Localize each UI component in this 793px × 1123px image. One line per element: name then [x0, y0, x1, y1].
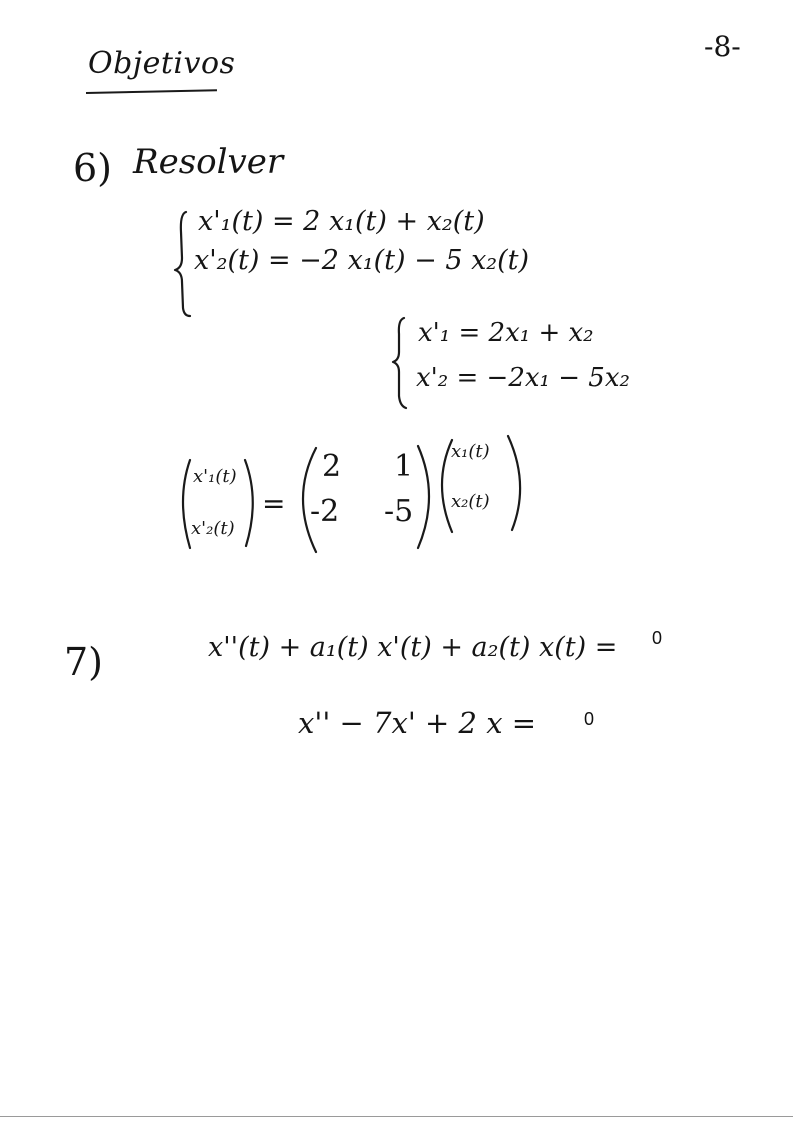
general-ode-equation: x''(t) + a₁(t) x'(t) + a₂(t) x(t) = [208, 632, 618, 663]
lhs-vector-entry-2: x'₂(t) [191, 518, 235, 539]
rhs-vector-entry-2: x₂(t) [451, 491, 490, 512]
lhs-left-paren [183, 460, 190, 548]
lhs-vector-entry-1: x'₁(t) [193, 466, 237, 487]
item-7-number: 7) [64, 640, 104, 684]
matrix-right-paren [418, 446, 429, 548]
system-short-brace [393, 318, 406, 408]
scan-edge-line [0, 1116, 793, 1117]
system-t-equation-1: x'₁(t) = 2 x₁(t) + x₂(t) [198, 206, 485, 237]
matrix-entry-2-1: -2 [310, 494, 340, 529]
rhs-right-paren [508, 436, 520, 530]
item-6-number: 6) [73, 146, 113, 190]
matrix-entry-1-1: 2 [322, 449, 342, 484]
rhs-vector-entry-1: x₁(t) [451, 441, 490, 462]
general-ode-rhs: 0 [652, 628, 663, 648]
matrix-entry-2-2: -5 [384, 494, 414, 529]
system-short-equation-2: x'₂ = −2x₁ − 5x₂ [416, 363, 630, 393]
title-underline [86, 89, 217, 94]
specific-ode-equation: x'' − 7x' + 2 x = [298, 706, 537, 740]
matrix-entry-1-2: 1 [394, 449, 414, 484]
system-t-brace [175, 212, 190, 316]
page-title: Objetivos [88, 46, 236, 81]
lhs-right-paren [245, 460, 253, 546]
page-number: -8- [704, 30, 741, 63]
specific-ode-rhs: 0 [584, 709, 595, 729]
matrix-equals-sign: = [262, 487, 286, 520]
system-short-equation-1: x'₁ = 2x₁ + x₂ [418, 318, 594, 348]
item-6-instruction: Resolver [133, 142, 284, 182]
system-t-equation-2: x'₂(t) = −2 x₁(t) − 5 x₂(t) [194, 245, 530, 276]
